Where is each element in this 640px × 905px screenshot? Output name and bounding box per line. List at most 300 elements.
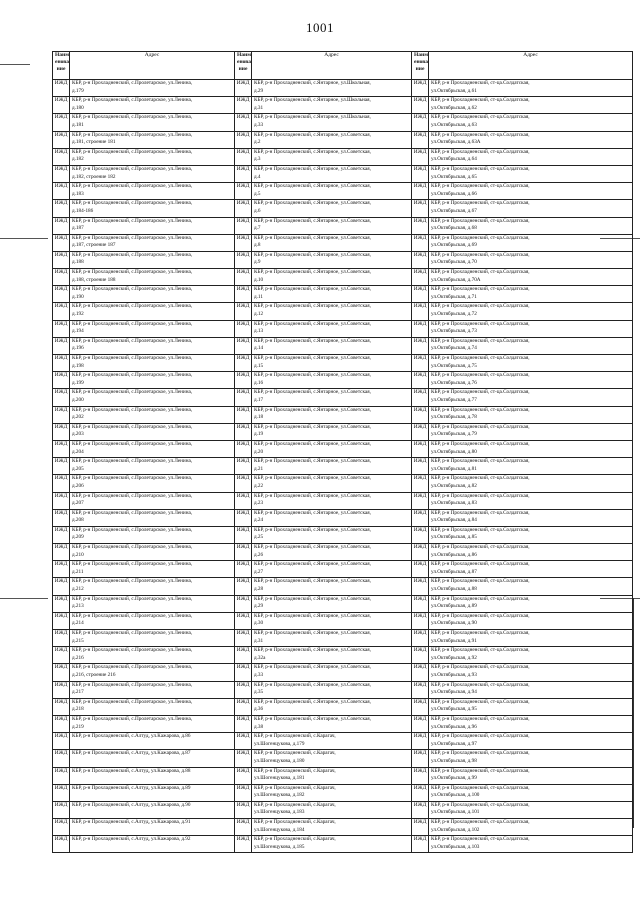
object-type-cell: ИЖД	[235, 234, 252, 251]
address-line-2: д.202	[72, 414, 84, 421]
address-cell	[70, 148, 235, 165]
name-column-header: Наим енова ние	[53, 52, 70, 80]
address-cell	[429, 715, 633, 732]
address-line-1: КБР, р-н Прохладненский, ст-ца.Солдатская,	[431, 200, 530, 207]
address-line-1: КБР, р-н Прохладненский, с.Алтуд, ул.Кажарова, д.88	[72, 767, 191, 774]
address-line-2: ул.Октябрьская, д.89	[431, 603, 477, 610]
address-line-2: ул.Октябрьская, д.81	[431, 465, 477, 472]
object-type-cell: ИЖД	[412, 200, 429, 217]
address-cell	[70, 97, 235, 114]
object-type-cell: ИЖД	[53, 114, 70, 131]
object-type-cell: ИЖД	[412, 819, 429, 836]
object-type-cell: ИЖД	[412, 131, 429, 148]
object-type-cell: ИЖД	[53, 681, 70, 698]
object-type-cell: ИЖД	[235, 440, 252, 457]
address-cell	[429, 509, 633, 526]
object-type-cell: ИЖД	[53, 234, 70, 251]
address-line-2: д.15	[254, 362, 264, 369]
object-type-cell: ИЖД	[53, 492, 70, 509]
address-cell	[70, 406, 235, 423]
registry-table	[52, 51, 633, 853]
address-cell	[429, 131, 633, 148]
address-line-1: КБР, р-н Прохладненский, с.Алтуд, ул.Кажарова, д.92	[72, 836, 191, 843]
object-type-cell: ИЖД	[235, 492, 252, 509]
address-cell	[429, 647, 633, 664]
address-line-2: ул.Октябрьская, д.95	[431, 706, 477, 713]
object-type-cell: ИЖД	[53, 372, 70, 389]
object-type-cell: ИЖД	[53, 183, 70, 200]
address-line-1: КБР, р-н Прохладненский, с.Пролетарское, ул.Ленина,	[72, 286, 193, 293]
address-line-2: д.211	[72, 568, 84, 575]
address-cell	[252, 750, 412, 767]
object-type-cell: ИЖД	[235, 698, 252, 715]
address-line-2: д.2	[254, 139, 261, 146]
address-cell	[252, 784, 412, 801]
table-row	[53, 784, 633, 801]
object-type-cell: ИЖД	[412, 492, 429, 509]
address-cell	[429, 423, 633, 440]
address-line-1: КБР, р-н Прохладненский, с.Янтарное, ул.Советская,	[254, 544, 371, 551]
object-type-cell: ИЖД	[235, 458, 252, 475]
object-type-cell: ИЖД	[412, 389, 429, 406]
address-cell	[429, 801, 633, 818]
object-type-cell: ИЖД	[53, 578, 70, 595]
object-type-cell: ИЖД	[235, 165, 252, 182]
scan-margin-mark	[0, 238, 48, 239]
address-line-2: д.16	[254, 379, 264, 386]
address-line-2: д.217	[72, 689, 84, 696]
address-line-1: КБР, р-н Прохладненский, с.Пролетарское, ул.Ленина,	[72, 200, 193, 207]
address-cell	[429, 114, 633, 131]
address-cell	[70, 544, 235, 561]
table-row	[53, 217, 633, 234]
address-cell	[70, 269, 235, 286]
address-line-2: д.196	[72, 345, 84, 352]
address-line-2: д.33	[254, 121, 264, 128]
table-row	[53, 561, 633, 578]
address-cell	[429, 183, 633, 200]
address-column-header: Адрес	[252, 52, 412, 80]
address-line-2: ул.Октябрьская, д.87	[431, 568, 477, 575]
address-cell	[252, 544, 412, 561]
address-cell	[70, 234, 235, 251]
object-type-cell: ИЖД	[53, 97, 70, 114]
address-cell	[252, 389, 412, 406]
address-cell	[252, 526, 412, 543]
address-line-2: д.181, строение 181	[72, 139, 116, 146]
address-line-2: ул.Октябрьская, д.61	[431, 87, 477, 94]
address-line-1: КБР, р-н Прохладненский, с.Пролетарское, ул.Ленина,	[72, 148, 193, 155]
address-line-2: д.29	[254, 603, 264, 610]
address-cell	[429, 733, 633, 750]
address-line-2: д.181	[72, 121, 84, 128]
address-line-1: КБР, р-н Прохладненский, с.Пролетарское, ул.Ленина,	[72, 440, 193, 447]
table-row	[53, 320, 633, 337]
object-type-cell: ИЖД	[53, 544, 70, 561]
address-line-1: КБР, р-н Прохладненский, с.Янтарное, ул.Советская,	[254, 217, 371, 224]
address-cell	[70, 664, 235, 681]
address-line-1: КБР, р-н Прохладненский, с.Янтарное, ул.Советская,	[254, 664, 371, 671]
address-line-1: КБР, р-н Прохладненский, с.Пролетарское, ул.Ленина,	[72, 458, 193, 465]
address-line-2: д.180	[72, 104, 84, 111]
table-row	[53, 303, 633, 320]
address-cell	[70, 165, 235, 182]
address-cell	[70, 183, 235, 200]
address-line-2: д.187	[72, 225, 84, 232]
table-row	[53, 836, 633, 853]
object-type-cell: ИЖД	[235, 526, 252, 543]
address-cell	[429, 595, 633, 612]
object-type-cell: ИЖД	[235, 148, 252, 165]
address-cell	[252, 183, 412, 200]
address-line-2: ул.Октябрьская, д.100	[431, 792, 480, 799]
address-line-1: КБР, р-н Прохладненский, ст-ца.Солдатская,	[431, 715, 530, 722]
address-line-1: КБР, р-н Прохладненский, с.Янтарное, ул.Советская,	[254, 148, 371, 155]
object-type-cell: ИЖД	[412, 80, 429, 97]
address-line-1: КБР, р-н Прохладненский, с.Янтарное, ул.Советская,	[254, 303, 371, 310]
address-cell	[252, 819, 412, 836]
address-line-2: д.218	[72, 706, 84, 713]
table-row	[53, 286, 633, 303]
object-type-cell: ИЖД	[412, 578, 429, 595]
object-type-cell: ИЖД	[412, 630, 429, 647]
object-type-cell: ИЖД	[235, 97, 252, 114]
object-type-cell: ИЖД	[412, 458, 429, 475]
address-line-2: ул.Октябрьская, д.72	[431, 311, 477, 318]
address-line-2: д.21	[254, 465, 264, 472]
address-line-1: КБР, р-н Прохладненский, с.Пролетарское, ул.Ленина,	[72, 561, 193, 568]
address-cell	[252, 767, 412, 784]
address-cell	[429, 681, 633, 698]
address-cell	[252, 320, 412, 337]
address-line-1: КБР, р-н Прохладненский, ст-ца.Солдатская,	[431, 97, 530, 104]
table-row	[53, 544, 633, 561]
object-type-cell: ИЖД	[235, 372, 252, 389]
object-type-cell: ИЖД	[412, 234, 429, 251]
address-line-1: КБР, р-н Прохладненский, с.Янтарное, ул.Школьная,	[254, 80, 371, 86]
address-line-2: д.6	[254, 207, 261, 214]
address-line-1: КБР, р-н Прохладненский, ст-ца.Солдатская,	[431, 698, 530, 705]
address-cell	[70, 217, 235, 234]
address-line-1: КБР, р-н Прохладненский, с.Янтарное, ул.Советская,	[254, 681, 371, 688]
address-line-1: КБР, р-н Прохладненский, с.Янтарное, ул.Советская,	[254, 561, 371, 568]
address-line-1: КБР, р-н Прохладненский, ст-ца.Солдатская,	[431, 561, 530, 568]
address-cell	[70, 423, 235, 440]
address-cell	[429, 475, 633, 492]
object-type-cell: ИЖД	[412, 767, 429, 784]
address-line-1: КБР, р-н Прохладненский, ст-ца.Солдатская,	[431, 355, 530, 361]
object-type-cell: ИЖД	[235, 423, 252, 440]
address-line-2: ул.Шогенцукова, д.185	[254, 843, 305, 850]
table-row	[53, 475, 633, 492]
address-cell	[429, 578, 633, 595]
object-type-cell: ИЖД	[53, 269, 70, 286]
object-type-cell: ИЖД	[235, 251, 252, 268]
address-line-1: КБР, р-н Прохладненский, ст-ца.Солдатская,	[431, 819, 530, 826]
address-line-1: КБР, р-н Прохладненский, с.Карагач,	[254, 767, 336, 774]
address-cell	[70, 492, 235, 509]
address-line-2: ул.Октябрьская, д.90	[431, 620, 477, 627]
address-line-1: КБР, р-н Прохладненский, с.Алтуд, ул.Кажарова, д.89	[72, 784, 191, 791]
address-line-1: КБР, р-н Прохладненский, с.Пролетарское, ул.Ленина,	[72, 698, 193, 705]
object-type-cell: ИЖД	[53, 337, 70, 354]
address-line-1: КБР, р-н Прохладненский, с.Пролетарское, ул.Ленина,	[72, 423, 193, 430]
address-cell	[252, 165, 412, 182]
address-line-2: ул.Октябрьская, д.85	[431, 534, 477, 541]
address-line-1: КБР, р-н Прохладненский, с.Янтарное, ул.Советская,	[254, 698, 371, 705]
address-line-2: д.18	[254, 414, 264, 421]
address-line-2: д.199	[72, 379, 84, 386]
address-line-1: КБР, р-н Прохладненский, ст-ца.Солдатская,	[431, 647, 530, 654]
address-cell	[429, 630, 633, 647]
object-type-cell: ИЖД	[412, 801, 429, 818]
address-cell	[252, 148, 412, 165]
address-line-1: КБР, р-н Прохладненский, ст-ца.Солдатская,	[431, 372, 530, 379]
object-type-cell: ИЖД	[53, 733, 70, 750]
object-type-cell: ИЖД	[412, 355, 429, 372]
address-line-1: КБР, р-н Прохладненский, с.Янтарное, ул.Советская,	[254, 269, 371, 276]
address-line-1: КБР, р-н Прохладненский, с.Карагач,	[254, 819, 336, 826]
object-type-cell: ИЖД	[235, 681, 252, 698]
address-line-2: ул.Октябрьская, д.86	[431, 551, 477, 558]
address-line-1: КБР, р-н Прохладненский, с.Янтарное, ул.Советская,	[254, 320, 371, 327]
address-line-2: д.27	[254, 568, 264, 575]
address-line-1: КБР, р-н Прохладненский, с.Пролетарское, ул.Ленина,	[72, 681, 193, 688]
address-line-1: КБР, р-н Прохладненский, с.Пролетарское, ул.Ленина,	[72, 475, 193, 482]
address-cell	[70, 286, 235, 303]
address-cell	[70, 630, 235, 647]
address-line-1: КБР, р-н Прохладненский, с.Алтуд, ул.Кажарова, д.86	[72, 733, 191, 740]
address-cell	[252, 80, 412, 97]
address-line-2: д.12	[254, 311, 264, 318]
address-line-1: КБР, р-н Прохладненский, с.Пролетарское, ул.Ленина,	[72, 630, 193, 636]
address-cell	[252, 578, 412, 595]
object-type-cell: ИЖД	[235, 544, 252, 561]
address-line-2: ул.Октябрьская, д.97	[431, 740, 477, 747]
object-type-cell: ИЖД	[412, 544, 429, 561]
address-cell	[70, 836, 235, 853]
address-cell	[429, 303, 633, 320]
address-line-2: ул.Октябрьская, д.74	[431, 345, 477, 352]
address-line-2: ул.Октябрьская, д.66	[431, 190, 477, 197]
address-line-2: ул.Октябрьская, д.63А	[431, 139, 481, 146]
address-line-1: КБР, р-н Прохладненский, с.Янтарное, ул.Школьная,	[254, 114, 371, 121]
address-line-2: ул.Октябрьская, д.70А	[431, 276, 481, 283]
object-type-cell: ИЖД	[53, 801, 70, 818]
object-type-cell: ИЖД	[53, 784, 70, 801]
address-cell	[429, 784, 633, 801]
address-line-1: КБР, р-н Прохладненский, с.Янтарное, ул.Советская,	[254, 337, 371, 344]
object-type-cell: ИЖД	[235, 286, 252, 303]
address-line-1: КБР, р-н Прохладненский, с.Янтарное, ул.Советская,	[254, 131, 371, 138]
address-line-1: КБР, р-н Прохладненский, с.Карагач,	[254, 836, 336, 843]
object-type-cell: ИЖД	[412, 97, 429, 114]
address-cell	[429, 389, 633, 406]
object-type-cell: ИЖД	[412, 148, 429, 165]
table-row	[53, 612, 633, 629]
address-line-1: КБР, р-н Прохладненский, с.Пролетарское, ул.Ленина,	[72, 337, 193, 344]
address-cell	[70, 114, 235, 131]
address-cell	[429, 698, 633, 715]
address-cell	[252, 269, 412, 286]
address-cell	[429, 269, 633, 286]
address-line-2: ул.Октябрьская, д.77	[431, 396, 477, 403]
address-line-1: КБР, р-н Прохладненский, ст-ца.Солдатская,	[431, 337, 530, 344]
object-type-cell: ИЖД	[412, 784, 429, 801]
object-type-cell: ИЖД	[412, 475, 429, 492]
address-line-1: КБР, р-н Прохладненский, с.Пролетарское, ул.Ленина,	[72, 251, 193, 258]
object-type-cell: ИЖД	[235, 509, 252, 526]
address-line-1: КБР, р-н Прохладненский, с.Янтарное, ул.Советская,	[254, 612, 371, 619]
address-line-1: КБР, р-н Прохладненский, ст-ца.Солдатская,	[431, 767, 530, 774]
object-type-cell: ИЖД	[53, 612, 70, 629]
address-cell	[70, 578, 235, 595]
address-cell	[252, 509, 412, 526]
address-line-2: ул.Октябрьская, д.69	[431, 242, 477, 249]
address-cell	[252, 234, 412, 251]
address-line-2: ул.Октябрьская, д.93	[431, 671, 477, 678]
address-line-1: КБР, р-н Прохладненский, с.Янтарное, ул.Советская,	[254, 526, 371, 533]
address-line-1: КБР, р-н Прохладненский, с.Пролетарское, ул.Ленина,	[72, 406, 193, 413]
address-line-1: КБР, р-н Прохладненский, ст-ца.Солдатская,	[431, 492, 530, 499]
address-line-1: КБР, р-н Прохладненский, ст-ца.Солдатская,	[431, 595, 530, 602]
table-row	[53, 492, 633, 509]
address-line-1: КБР, р-н Прохладненский, с.Янтарное, ул.Советская,	[254, 372, 371, 379]
address-line-2: д.182, строение 182	[72, 173, 116, 180]
address-line-2: д.187, строение 187	[72, 242, 116, 249]
address-line-1: КБР, р-н Прохладненский, с.Янтарное, ул.Советская,	[254, 406, 371, 413]
table-row	[53, 114, 633, 131]
address-cell	[252, 801, 412, 818]
object-type-cell: ИЖД	[53, 286, 70, 303]
address-cell	[252, 733, 412, 750]
address-line-2: д.219	[72, 723, 84, 730]
address-line-2: д.28	[254, 586, 264, 593]
object-type-cell: ИЖД	[235, 750, 252, 767]
address-line-2: д.10	[254, 276, 264, 283]
address-line-1: КБР, р-н Прохладненский, ст-ца.Солдатская,	[431, 475, 530, 482]
address-cell	[429, 406, 633, 423]
address-line-1: КБР, р-н Прохладненский, с.Янтарное, ул.Советская,	[254, 355, 371, 361]
address-cell	[70, 733, 235, 750]
address-line-2: д.203	[72, 431, 84, 438]
object-type-cell: ИЖД	[53, 750, 70, 767]
object-type-cell: ИЖД	[235, 664, 252, 681]
address-cell	[429, 217, 633, 234]
address-line-2: д.35	[254, 689, 264, 696]
address-line-2: ул.Октябрьская, д.99	[431, 775, 477, 782]
object-type-cell: ИЖД	[235, 337, 252, 354]
table-row	[53, 801, 633, 818]
address-line-2: д.3	[254, 156, 261, 163]
object-type-cell: ИЖД	[412, 733, 429, 750]
table-row	[53, 389, 633, 406]
object-type-cell: ИЖД	[53, 647, 70, 664]
address-cell	[429, 286, 633, 303]
address-line-2: д.209	[72, 534, 84, 541]
object-type-cell: ИЖД	[235, 183, 252, 200]
object-type-cell: ИЖД	[53, 836, 70, 853]
address-line-2: д.24	[254, 517, 264, 524]
address-line-1: КБР, р-н Прохладненский, с.Пролетарское, ул.Ленина,	[72, 355, 193, 361]
address-line-2: ул.Шогенцукова, д.180	[254, 757, 305, 764]
address-cell	[252, 423, 412, 440]
address-cell	[429, 97, 633, 114]
object-type-cell: ИЖД	[53, 526, 70, 543]
object-type-cell: ИЖД	[235, 578, 252, 595]
address-line-1: КБР, р-н Прохладненский, с.Пролетарское, ул.Ленина,	[72, 578, 193, 585]
address-line-1: КБР, р-н Прохладненский, ст-ца.Солдатская,	[431, 509, 530, 516]
address-line-2: д.198	[72, 362, 84, 369]
address-line-1: КБР, р-н Прохладненский, с.Пролетарское, ул.Ленина,	[72, 165, 193, 172]
address-cell	[70, 819, 235, 836]
address-line-2: д.11	[254, 293, 263, 300]
address-line-1: КБР, р-н Прохладненский, с.Карагач,	[254, 784, 336, 791]
address-cell	[252, 440, 412, 457]
address-line-1: КБР, р-н Прохладненский, с.Пролетарское, ул.Ленина,	[72, 389, 193, 396]
address-line-1: КБР, р-н Прохладненский, ст-ца.Солдатская,	[431, 836, 530, 843]
address-line-2: ул.Октябрьская, д.91	[431, 637, 477, 644]
address-line-1: КБР, р-н Прохладненский, ст-ца.Солдатская,	[431, 114, 530, 121]
object-type-cell: ИЖД	[53, 595, 70, 612]
address-line-2: д.20	[254, 448, 264, 455]
address-line-2: д.33	[254, 671, 264, 678]
object-type-cell: ИЖД	[53, 131, 70, 148]
address-cell	[429, 819, 633, 836]
address-line-2: ул.Октябрьская, д.83	[431, 500, 477, 507]
address-cell	[429, 234, 633, 251]
address-cell	[429, 492, 633, 509]
address-cell	[429, 320, 633, 337]
address-line-1: КБР, р-н Прохладненский, с.Янтарное, ул.Советская,	[254, 492, 371, 499]
object-type-cell: ИЖД	[412, 337, 429, 354]
table-row	[53, 750, 633, 767]
address-line-1: КБР, р-н Прохладненский, с.Пролетарское, ул.Ленина,	[72, 544, 193, 551]
address-line-2: д.216, строение 216	[72, 671, 116, 678]
address-cell	[252, 458, 412, 475]
address-line-2: ул.Октябрьская, д.80	[431, 448, 477, 455]
object-type-cell: ИЖД	[412, 286, 429, 303]
table-row	[53, 251, 633, 268]
address-line-2: д.17	[254, 396, 264, 403]
address-line-2: ул.Октябрьская, д.79	[431, 431, 477, 438]
address-cell	[429, 440, 633, 457]
address-line-1: КБР, р-н Прохладненский, с.Алтуд, ул.Кажарова, д.90	[72, 801, 191, 808]
object-type-cell: ИЖД	[412, 750, 429, 767]
address-line-1: КБР, р-н Прохладненский, с.Янтарное, ул.Школьная,	[254, 97, 371, 104]
address-line-2: ул.Шогенцукова, д.181	[254, 775, 305, 782]
address-cell	[252, 475, 412, 492]
address-line-2: д.4	[254, 173, 261, 180]
object-type-cell: ИЖД	[53, 440, 70, 457]
object-type-cell: ИЖД	[53, 561, 70, 578]
address-line-2: ул.Октябрьская, д.76	[431, 379, 477, 386]
object-type-cell: ИЖД	[235, 355, 252, 372]
object-type-cell: ИЖД	[235, 715, 252, 732]
address-cell	[252, 337, 412, 354]
object-type-cell: ИЖД	[235, 784, 252, 801]
address-cell	[429, 372, 633, 389]
address-line-1: КБР, р-н Прохладненский, ст-ца.Солдатская,	[431, 664, 530, 671]
address-line-2: д.30	[254, 620, 264, 627]
address-cell	[429, 612, 633, 629]
address-line-2: д.38	[254, 723, 264, 730]
table-row	[53, 372, 633, 389]
address-line-1: КБР, р-н Прохладненский, с.Янтарное, ул.Советская,	[254, 389, 371, 396]
address-cell	[252, 630, 412, 647]
object-type-cell: ИЖД	[53, 251, 70, 268]
address-line-2: д.215	[72, 637, 84, 644]
